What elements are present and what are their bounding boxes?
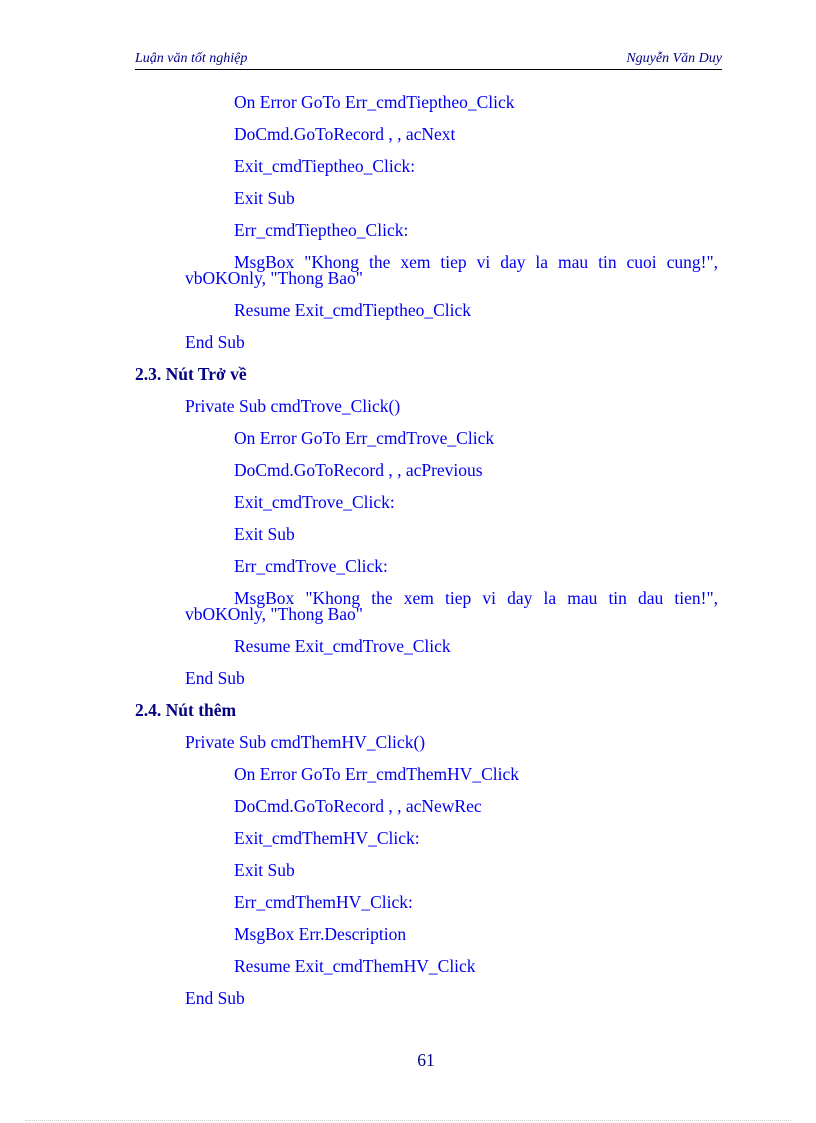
- code-line: Resume Exit_cmdTieptheo_Click: [234, 300, 472, 320]
- code-line: MsgBox Err.Description: [234, 924, 407, 944]
- header-title: Luận văn tốt nghiệp: [135, 51, 248, 66]
- code-line: DoCmd.GoToRecord , , acPrevious: [234, 460, 483, 480]
- code-line: On Error GoTo Err_cmdThemHV_Click: [234, 764, 520, 784]
- code-line: Err_cmdThemHV_Click:: [234, 892, 413, 912]
- code-line: Exit_cmdThemHV_Click:: [234, 828, 420, 848]
- code-line: vbOKOnly, "Thong Bao": [185, 268, 363, 288]
- code-line: Err_cmdTieptheo_Click:: [234, 220, 409, 240]
- code-line: On Error GoTo Err_cmdTrove_Click: [234, 428, 495, 448]
- code-line: Resume Exit_cmdThemHV_Click: [234, 956, 476, 976]
- code-line: Err_cmdTrove_Click:: [234, 556, 388, 576]
- code-line: On Error GoTo Err_cmdTieptheo_Click: [234, 92, 515, 112]
- header-author: Nguyễn Văn Duy: [626, 51, 722, 66]
- code-line: End Sub: [185, 332, 245, 352]
- code-line-wrapped: [185, 590, 718, 622]
- code-line: Resume Exit_cmdTrove_Click: [234, 636, 451, 656]
- code-line: Exit_cmdTieptheo_Click:: [234, 156, 416, 176]
- code-line: Private Sub cmdTrove_Click(): [185, 396, 401, 416]
- code-line: Exit_cmdTrove_Click:: [234, 492, 395, 512]
- code-line: DoCmd.GoToRecord , , acNext: [234, 124, 456, 144]
- section-heading: 2.3. Nút Trở về: [135, 364, 247, 384]
- page-footer-divider: [25, 1120, 791, 1121]
- code-line-wrapped: [185, 254, 718, 286]
- code-line: Exit Sub: [234, 188, 295, 208]
- code-line: MsgBox "Khong the xem tiep vi day la mau tin dau tien!",: [234, 588, 718, 608]
- code-line: Exit Sub: [234, 860, 295, 880]
- code-line: DoCmd.GoToRecord , , acNewRec: [234, 796, 482, 816]
- code-line: End Sub: [185, 988, 245, 1008]
- code-line: End Sub: [185, 668, 245, 688]
- code-line: vbOKOnly, "Thong Bao": [185, 604, 363, 624]
- page-header: [135, 48, 722, 70]
- section-heading: 2.4. Nút thêm: [135, 700, 237, 720]
- code-line: Exit Sub: [234, 524, 295, 544]
- code-line: MsgBox "Khong the xem tiep vi day la mau tin cuoi cung!",: [234, 252, 718, 272]
- page-number: 61: [417, 1050, 435, 1070]
- code-line: Private Sub cmdThemHV_Click(): [185, 732, 426, 752]
